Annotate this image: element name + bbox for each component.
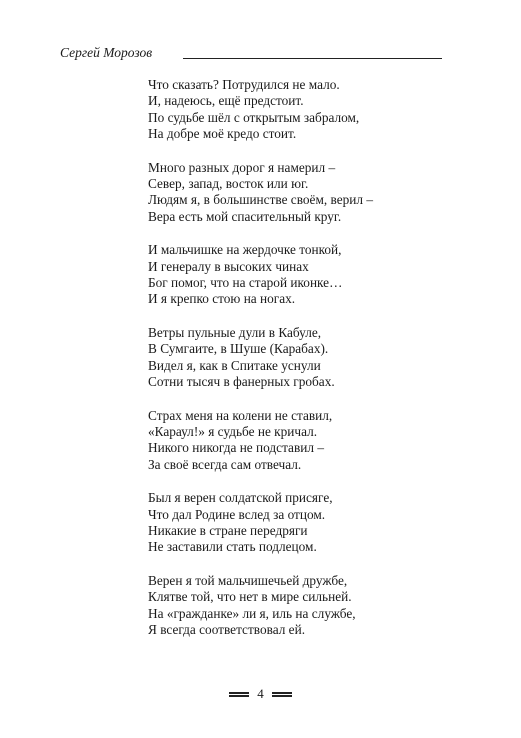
header-author: Сергей Морозов — [60, 45, 153, 60]
poem-line: И мальчишке на жердочке тонкой, — [148, 242, 342, 258]
poem-line: Верен я той мальчишечьей дружбе, — [148, 572, 348, 588]
poem-line: И генералу в высоких чинах — [148, 258, 309, 274]
stanza — [148, 242, 448, 308]
poem-line: Видел я, как в Спитаке уснули — [148, 357, 321, 373]
poem-line: Был я верен солдатской присяге, — [148, 490, 333, 506]
running-header — [60, 44, 445, 64]
stanza — [148, 77, 448, 143]
header-rule — [183, 58, 442, 59]
poem-line: Никакие в стране передряги — [148, 522, 308, 538]
page-number-block — [229, 686, 292, 702]
double-rule-right — [272, 692, 292, 696]
poem-line: В Сумгаите, в Шуше (Карабах). — [148, 341, 329, 357]
poem-line: Людям я, в большинстве своём, верил – — [148, 192, 373, 208]
poem-line: На «гражданке» ли я, иль на службе, — [148, 605, 356, 621]
poem-line: За своё всегда сам отвечал. — [148, 456, 302, 472]
poem-line: Не заставили стать подлецом. — [148, 539, 317, 555]
stanza — [148, 325, 448, 391]
poem-line: Что дал Родине вслед за отцом. — [148, 506, 326, 522]
double-rule-left — [229, 692, 249, 696]
page-footer — [0, 683, 521, 703]
poem-line: И, надеюсь, ещё предстоит. — [148, 93, 304, 109]
page-number: 4 — [257, 686, 264, 701]
poem-line: На добре моё кредо стоит. — [148, 126, 297, 142]
poem — [148, 77, 448, 655]
stanza — [148, 490, 448, 556]
poem-line: Я всегда соответствовал ей. — [148, 621, 306, 637]
poem-line: И я крепко стою на ногах. — [148, 291, 296, 307]
poem-line: Сотни тысяч в фанерных гробах. — [148, 374, 335, 390]
poem-line: Клятве той, что нет в мире сильней. — [148, 589, 352, 605]
stanza — [148, 160, 448, 226]
poem-line: Север, запад, восток или юг. — [148, 176, 309, 192]
stanza — [148, 573, 448, 639]
stanza — [148, 408, 448, 474]
poem-line: Вера есть мой спасительный круг. — [148, 208, 342, 224]
poem-line: Никого никогда не подставил – — [148, 440, 324, 456]
poem-line: Много разных дорог я намерил – — [148, 159, 336, 175]
poem-line: Что сказать? Потрудился не мало. — [148, 77, 340, 92]
poem-line: Бог помог, что на старой иконке… — [148, 275, 343, 291]
poem-line: По судьбе шёл с открытым забралом, — [148, 109, 360, 125]
poem-line: «Караул!» я судьбе не кричал. — [148, 423, 318, 439]
poem-line: Страх меня на колени не ставил, — [148, 407, 333, 423]
poem-line: Ветры пульные дули в Кабуле, — [148, 324, 322, 340]
